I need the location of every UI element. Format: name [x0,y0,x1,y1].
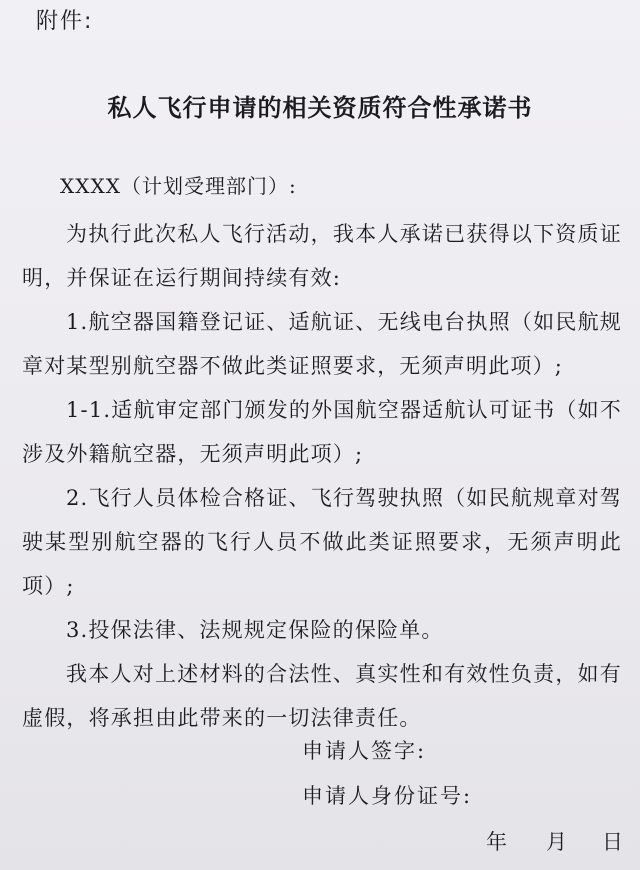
paragraph-commitment-intro: 为执行此次私人飞行活动，我本人承诺已获得以下资质证明，并保证在运行期间持续有效: [22,222,622,290]
document-title: 私人飞行申请的相关资质符合性承诺书 [107,94,533,122]
signer-id-number-label: 申请人身份证号: [302,784,473,808]
paragraph-item-3: 3.投保法律、法规规定保险的保险单。 [66,618,444,642]
attachment-label: 附件: [36,9,94,34]
date-day-label: 日 [602,830,623,854]
paragraph-item-1: 1.航空器国籍登记证、适航证、无线电台执照（如民航规章对某型别航空器不做此类证照要求，无须声明此项）; [22,310,622,378]
date-year-label: 年 [486,830,507,854]
paragraph-item-1-1: 1-1.适航审定部门颁发的外国航空器适航认可证书（如不涉及外籍航空器，无须声明此项）; [22,398,622,466]
document-body [22,212,622,740]
addressee-line: XXXX（计划受理部门）: [60,174,297,198]
signer-signature-label: 申请人签字: [302,739,427,763]
paragraph-item-2: 2.飞行人员体检合格证、飞行驾驶执照（如民航规章对驾驶某型别航空器的飞行人员不做此类证照要求，无须声明此项）; [22,486,622,598]
paragraph-liability: 我本人对上述材料的合法性、真实性和有效性负责，如有虚假，将承担由此带来的一切法律责任。 [22,662,622,730]
date-month-label: 月 [546,830,567,854]
